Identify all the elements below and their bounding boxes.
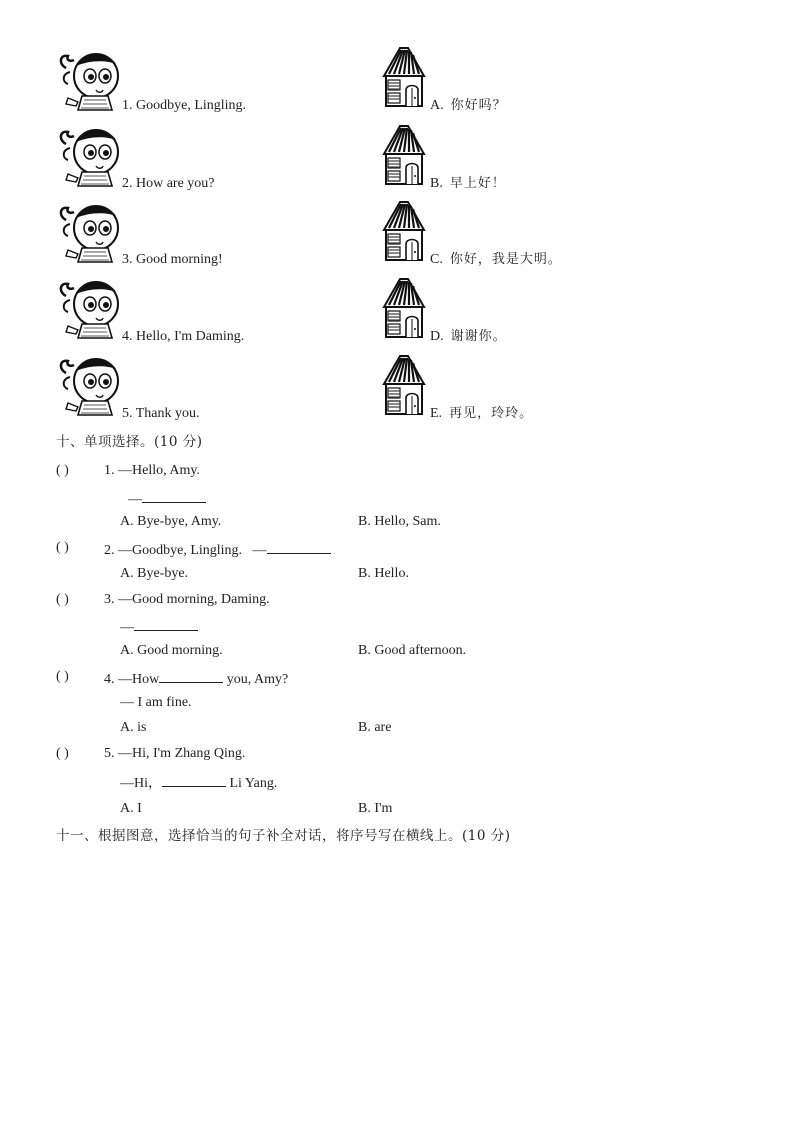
q5-reply xyxy=(120,773,277,792)
match-left-2: 2. How are you? xyxy=(122,176,215,191)
q4-option-b: B. are xyxy=(358,720,392,735)
q2-blank[interactable] xyxy=(267,540,331,554)
match-right-letter: E. xyxy=(430,406,443,421)
q1-stem: 1. —Hello, Amy. xyxy=(104,463,200,478)
q3-option-a: A. Good morning. xyxy=(120,643,223,658)
q4-blank[interactable] xyxy=(159,669,223,683)
q2-stem-text: 2. —Goodbye, Lingling. xyxy=(104,543,243,558)
cartoon-character-icon xyxy=(56,276,122,340)
house-icon xyxy=(378,200,428,262)
match-right-text: 你好吗？ xyxy=(450,98,507,113)
q1-blank[interactable] xyxy=(142,489,206,503)
match-right-d xyxy=(430,329,507,345)
match-right-text: 你好，我是大明。 xyxy=(449,252,562,267)
q4-stem-suffix: you, Amy? xyxy=(223,672,289,687)
section10-title: 十、单项选择。(10 分) xyxy=(56,434,203,450)
q1-reply-prefix: — xyxy=(128,492,142,507)
q5-reply-prefix: —Hi， xyxy=(120,776,162,791)
cartoon-character-icon xyxy=(56,124,122,188)
match-right-e xyxy=(430,406,533,422)
q3-blank[interactable] xyxy=(134,617,198,631)
match-right-text: 谢谢你。 xyxy=(450,329,507,344)
q2-option-b: B. Hello. xyxy=(358,566,409,581)
q3-reply-prefix: — xyxy=(120,620,134,635)
match-right-text: 早上好！ xyxy=(449,176,506,191)
match-right-b xyxy=(430,176,506,192)
match-right-letter: B. xyxy=(430,176,443,191)
match-right-a xyxy=(430,98,507,114)
q3-option-b: B. Good afternoon. xyxy=(358,643,467,658)
match-right-text: 再见，玲玲。 xyxy=(449,406,534,421)
q3-reply xyxy=(120,617,198,636)
match-left-5: 5. Thank you. xyxy=(122,406,200,421)
match-left-4: 4. Hello, I'm Daming. xyxy=(122,329,245,344)
match-right-letter: C. xyxy=(430,252,443,267)
match-right-letter: D. xyxy=(430,329,444,344)
q1-reply xyxy=(128,489,206,508)
match-right-letter: A. xyxy=(430,98,444,113)
answer-paren[interactable]: ( ) xyxy=(56,746,69,761)
q4-option-a: A. is xyxy=(120,720,147,735)
match-right-c xyxy=(430,252,562,268)
q4-reply: — I am fine. xyxy=(120,695,192,710)
q2-stem xyxy=(104,540,331,559)
answer-paren[interactable]: ( ) xyxy=(56,463,69,478)
section11-title: 十一、根据图意，选择恰当的句子补全对话，将序号写在横线上。(10 分) xyxy=(56,828,511,844)
q4-stem xyxy=(104,669,288,688)
q1-option-a: A. Bye-bye, Amy. xyxy=(120,514,222,529)
house-icon xyxy=(378,124,428,186)
q5-stem: 5. —Hi, I'm Zhang Qing. xyxy=(104,746,246,761)
cartoon-character-icon xyxy=(56,48,122,112)
cartoon-character-icon xyxy=(56,353,122,417)
house-icon xyxy=(378,354,428,416)
answer-paren[interactable]: ( ) xyxy=(56,540,69,555)
answer-paren[interactable]: ( ) xyxy=(56,592,69,607)
q5-blank[interactable] xyxy=(162,773,226,787)
match-left-1: 1. Goodbye, Lingling. xyxy=(122,98,247,113)
match-left-3: 3. Good morning! xyxy=(122,252,223,267)
q2-inline-prefix: — xyxy=(252,543,267,558)
q1-option-b: B. Hello, Sam. xyxy=(358,514,441,529)
house-icon xyxy=(378,277,428,339)
answer-paren[interactable]: ( ) xyxy=(56,669,69,684)
cartoon-character-icon xyxy=(56,200,122,264)
q5-option-a: A. I xyxy=(120,801,142,816)
q5-option-b: B. I'm xyxy=(358,801,393,816)
q4-stem-prefix: 4. —How xyxy=(104,672,160,687)
q2-option-a: A. Bye-bye. xyxy=(120,566,189,581)
q5-reply-suffix: Li Yang. xyxy=(226,776,278,791)
q3-stem: 3. —Good morning, Daming. xyxy=(104,592,270,607)
house-icon xyxy=(378,46,428,108)
